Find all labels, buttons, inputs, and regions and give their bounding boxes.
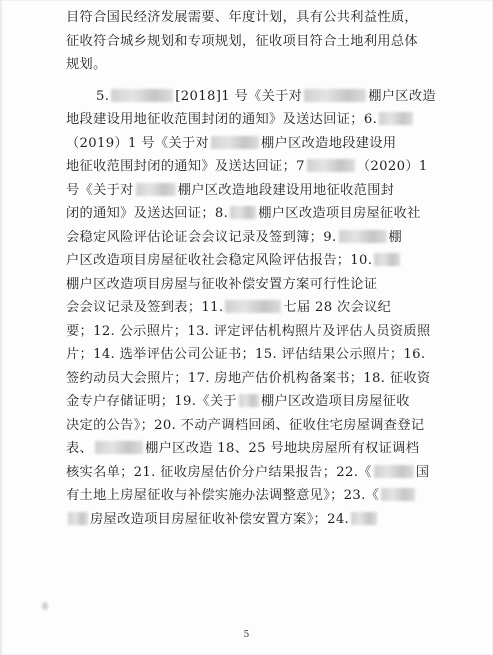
text-line: 规划。 — [66, 57, 107, 72]
page-number: 5 — [243, 630, 250, 640]
text-line: 片；14. 选举评估公司公证书；15. 评估结果公示照片；16. — [66, 347, 426, 362]
redaction — [136, 183, 176, 196]
text-line: 核实名单；21. 征收房屋估价分户结果报告；22.《 国 — [66, 464, 430, 480]
text-line: 棚户区改造项目房屋与征收补偿安置方案可行性论证 — [66, 276, 378, 292]
redaction — [95, 441, 143, 454]
text-line: 5. [2018]1 号《关于对 棚户区改造 — [96, 88, 436, 104]
text-line: 号《关于对 棚户区改造地段建设用地征收范围封 — [66, 182, 395, 198]
text-line: 闭的通知》及送达回证；8. 棚户区改造项目房屋征收社 — [66, 206, 421, 221]
text-line: 金专户存储证明；19.《关于 棚户区改造项目房屋征收 — [66, 394, 410, 409]
document-body — [66, 6, 442, 531]
paragraph-1 — [66, 6, 442, 77]
redaction — [374, 465, 414, 478]
text-line: 有土地上房屋征收与补偿实施办法调整意见》；23.《 — [66, 484, 442, 508]
redaction — [379, 112, 413, 125]
redaction — [351, 512, 377, 525]
text-line: 房屋改造项目房屋征收补偿安置方案》；24. — [66, 508, 442, 532]
redaction — [374, 253, 400, 266]
redaction — [225, 300, 281, 313]
redaction — [307, 159, 355, 172]
redaction — [381, 488, 415, 501]
text-line: 表、 棚户区改造 18、25 号地块房屋所有权证调档 — [66, 441, 420, 456]
redaction — [230, 206, 256, 219]
text-line: 地段建设用地征收范围封闭的通知》及送达回证；6. — [66, 108, 442, 132]
redaction — [68, 512, 88, 525]
text-line: 征收符合城乡规划和专项规划，征收项目符合土地利用总体 — [66, 33, 418, 49]
text-line: 会稳定风险评估论证会会议记录及签到簿；9. 棚 — [66, 229, 403, 245]
text-line: 户区改造项目房屋征收社会稳定风险评估报告；10. — [66, 249, 442, 273]
text-line: 签约动员大会照片；17. 房地产估价机构备案书；18. 征收资 — [66, 370, 431, 386]
text-line: 会会议记录及签到表；11. 七届 28 次会议纪 — [66, 300, 392, 315]
text-line: 要；12. 公示照片；13. 评定评估机构照片及评估人员资质照 — [66, 323, 431, 339]
redaction — [111, 89, 173, 102]
text-line: 目符合国民经济发展需要、年度计划，具有公共利益性质， — [66, 10, 418, 25]
text-line: （2019）1 号《关于对 棚户区改造地段建设用 — [66, 135, 397, 151]
text-line: 地征收范围封闭的通知》及送达回证；7 （2020）1 — [66, 159, 428, 174]
redaction — [211, 136, 259, 149]
text-line: 决定的公告》；20. 不动产调档回函、征收住宅房屋调查登记 — [66, 417, 425, 433]
redaction — [339, 230, 387, 243]
scan-edge-shadow — [0, 0, 3, 655]
redaction — [304, 89, 366, 102]
scan-smudge — [40, 600, 50, 612]
redaction — [239, 394, 259, 407]
paragraph-2 — [66, 85, 442, 532]
